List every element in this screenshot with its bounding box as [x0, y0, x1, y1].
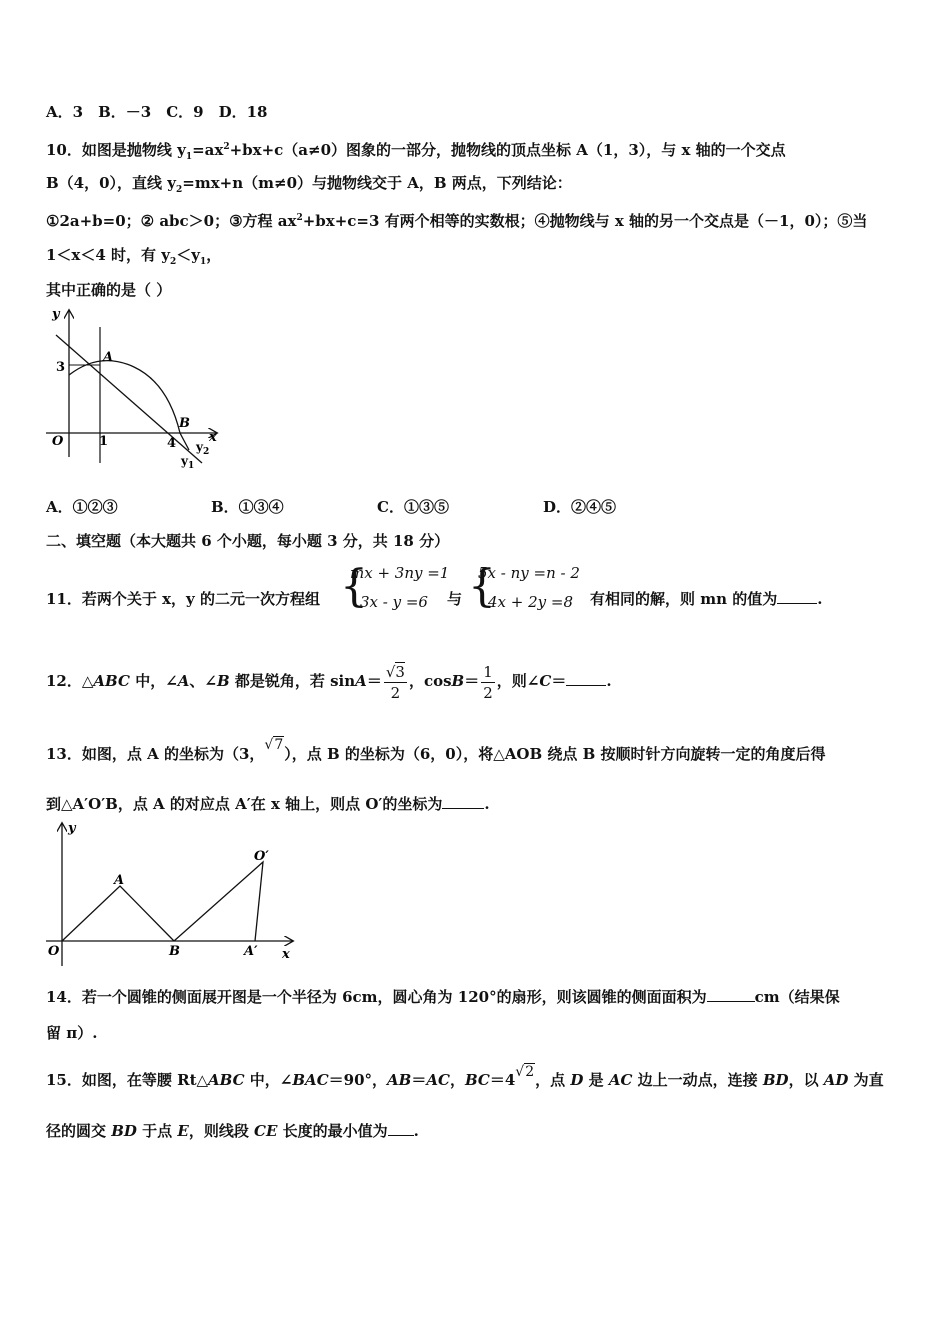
- q12-fraction-sin: $\frac{√3}{2}$: [385, 662, 405, 702]
- q15-answer-blank[interactable]: [388, 1121, 414, 1136]
- q10-option-b: B．①③④: [211, 498, 284, 516]
- graph2-point-a: A: [114, 873, 125, 888]
- section-2-heading: 二、填空题（本大题共 6 个小题，每小题 3 分，共 18 分）: [46, 532, 450, 550]
- graph1-y-label: y: [52, 307, 60, 322]
- q13-graph: [44, 820, 304, 970]
- q10-option-a: A．①②③: [46, 498, 118, 516]
- q15-line2: 径的圆交 BD 于点 E，则线段 CE 长度的最小值为 .: [46, 1122, 419, 1140]
- q14-line2: 留 π）.: [46, 1024, 98, 1042]
- q12-answer-blank[interactable]: [566, 671, 606, 686]
- q11-system-2: { 5x - ny =n - 2 4x + 2y =8: [468, 561, 580, 612]
- graph1-y2-label: $y_2$: [196, 440, 210, 457]
- graph2-point-b: B: [169, 944, 180, 959]
- graph2-origin: O: [48, 944, 60, 959]
- q13-line1: 13．如图，点 A 的坐标为（3，√7），点 B 的坐标为（6，0），将△AOB 绕点 B 按顺时针方向旋转一定的角度后得: [46, 737, 826, 763]
- q15-line1: 15．如图，在等腰 Rt△ABC 中，∠BAC＝90°，AB＝AC，BC＝4√2，点 D 是 AC 边上一动点，连接 BD，以 AD 为直: [46, 1064, 884, 1089]
- q11-suffix: 有相同的解，则 mn 的值为 .: [590, 590, 823, 608]
- q10-option-c: C．①③⑤: [377, 498, 449, 516]
- q12-line: 12．△ABC 中，∠A、∠B 都是锐角，若 sinA＝ $\frac{√3}{2}$ ，cosB＝ $\frac{1}{2}$ ，则∠C＝ .: [46, 662, 612, 702]
- q10-line5: 其中正确的是（ ）: [46, 281, 172, 299]
- graph2-x-label: x: [282, 947, 290, 962]
- q13-line2: 到△A′O′B，点 A 的对应点 A′在 x 轴上，则点 O′的坐标为 .: [46, 795, 490, 813]
- graph1-tick-4: 4: [167, 436, 177, 451]
- q10-graph: [44, 305, 224, 475]
- graph1-y1-label: $y_1$: [181, 454, 195, 471]
- graph1-tick-1: 1: [99, 434, 109, 449]
- q11-mid: 与: [447, 590, 463, 608]
- graph2-point-a-prime: A′: [244, 944, 258, 959]
- q11-prefix: 11．若两个关于 x，y 的二元一次方程组: [46, 590, 320, 608]
- graph2-point-o-prime: O′: [254, 849, 269, 864]
- graph1-point-b: B: [179, 416, 190, 431]
- q13-answer-blank[interactable]: [442, 794, 484, 809]
- graph2-y-label: y: [68, 821, 76, 836]
- q14-line1: 14．若一个圆锥的侧面展开图是一个半径为 6cm，圆心角为 120°的扇形，则该圆锥的侧面面积为 cm（结果保: [46, 988, 840, 1006]
- q9-options: A．3 B．－3 C．9 D．18: [46, 103, 268, 121]
- q12-fraction-cos: $\frac{1}{2}$: [483, 662, 493, 702]
- q10-line1: 10．如图是抛物线 $y_1=ax^2+bx+c(a\ne 0)$图象的一部分，抛物线的顶点坐标 A（1，3），与 x 轴的一个交点: [46, 141, 786, 162]
- q14-answer-blank[interactable]: [707, 987, 755, 1002]
- graph1-tick-3: 3: [56, 360, 66, 375]
- q10-line2: B（4，0），直线 $y_2=mx+n(m\ne 0)$与抛物线交于 A，B 两点，下列结论：: [46, 174, 572, 195]
- q10-option-d: D．②④⑤: [543, 498, 617, 516]
- graph1-origin: O: [52, 434, 64, 449]
- q10-line3: ①2a+b=0；② abc＞0；③方程 $ax^2+bx+c=3$ 有两个相等的实数根；④抛物线与 x 轴的另一个交点是（－1，0）；⑤当: [46, 212, 868, 230]
- graph1-x-label: x: [209, 430, 217, 445]
- q10-line4: 1＜x＜4 时，有 $y_2<y_1$，: [46, 246, 222, 267]
- q11-answer-blank[interactable]: [777, 589, 817, 604]
- q11-system-1: { mx + 3ny =1 3x - y =6: [340, 561, 450, 612]
- graph1-point-a: A: [103, 350, 114, 365]
